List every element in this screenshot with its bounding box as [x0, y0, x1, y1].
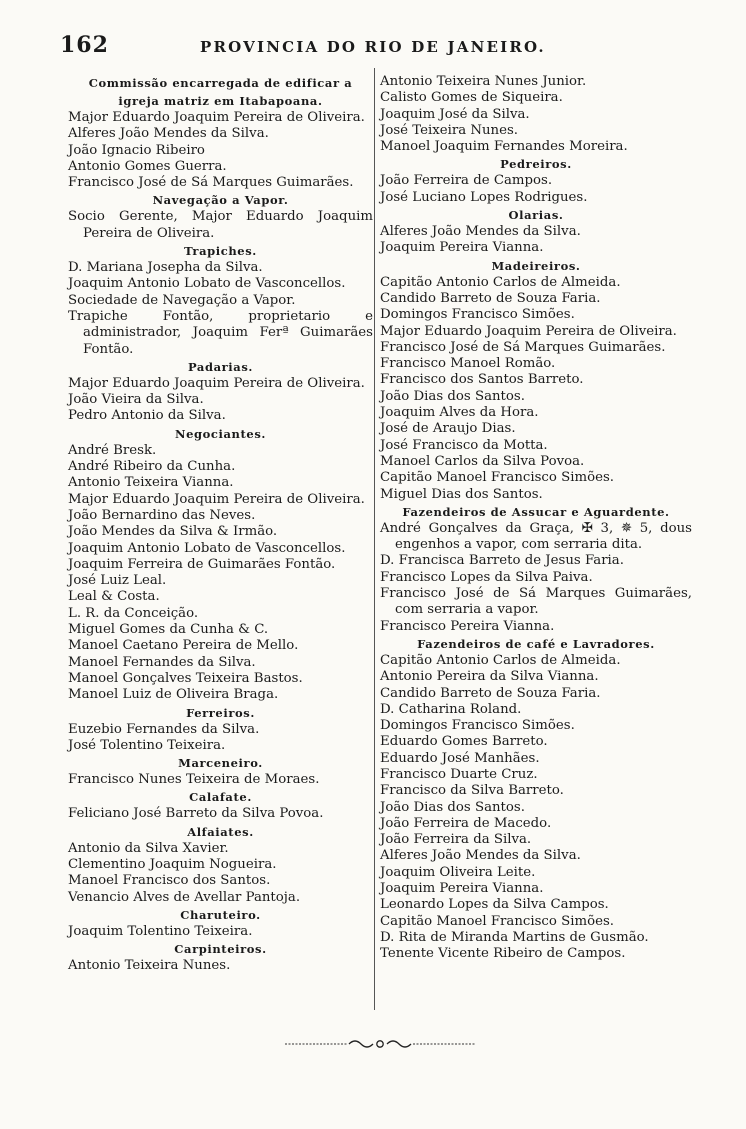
directory-entry: Alferes João Mendes da Silva.	[68, 126, 269, 142]
directory-section	[68, 242, 373, 358]
directory-section	[68, 704, 373, 755]
directory-entry: Antonio Teixeira Nunes.	[68, 958, 231, 974]
directory-entry: Joaquim Ferreira de Guimarães Fontão.	[68, 556, 336, 572]
section-heading: Padarias.	[187, 359, 254, 374]
directory-entry: D. Catharina Roland.	[380, 701, 522, 717]
directory-entry: Joaquim Pereira Vianna.	[380, 240, 544, 256]
directory-entry: Socio Gerente, Major Eduardo Joaquim Pereira de Oliveira.	[68, 209, 373, 241]
section-heading: Alfaiates.	[187, 824, 254, 839]
directory-entry: Francisco José de Sá Marques Guimarães.	[68, 175, 354, 191]
directory-entry: José Francisco da Motta.	[380, 437, 548, 453]
directory-entry: Francisco José de Sá Marques Guimarães.	[380, 339, 666, 355]
directory-entry: Major Eduardo Joaquim Pereira de Oliveira.	[68, 491, 365, 507]
directory-entry: José Teixeira Nunes.	[380, 122, 519, 138]
directory-entry: Clementino Joaquim Nogueira.	[68, 856, 277, 872]
directory-section	[68, 906, 373, 940]
section-heading: Fazendeiros de Assucar e Aguardente.	[402, 504, 670, 519]
directory-entry: Major Eduardo Joaquim Pereira de Oliveira.	[380, 323, 677, 339]
directory-entry: Antonio Teixeira Vianna.	[68, 475, 234, 491]
directory-section	[68, 823, 373, 906]
directory-section	[380, 257, 692, 503]
section-heading: Negociantes.	[174, 426, 267, 441]
directory-section	[68, 358, 373, 425]
directory-entry: José Tolentino Teixeira.	[68, 737, 226, 753]
directory-entry: João Ferreira de Campos.	[380, 173, 553, 189]
directory-section	[68, 74, 373, 191]
directory-entry: Alferes João Mendes da Silva.	[380, 224, 581, 240]
directory-entry: João Dias dos Santos.	[380, 799, 525, 815]
directory-entry: Domingos Francisco Simões.	[380, 307, 575, 323]
section-heading: Charuteiro.	[180, 907, 261, 922]
directory-section	[68, 425, 373, 704]
directory-entry: Domingos Francisco Simões.	[380, 718, 575, 734]
directory-entry: Major Eduardo Joaquim Pereira de Oliveira.	[68, 375, 365, 391]
directory-entry: Eduardo Gomes Barreto.	[380, 734, 548, 750]
directory-entry: Leonardo Lopes da Silva Campos.	[380, 897, 609, 913]
section-heading: Ferreiros.	[186, 705, 255, 720]
directory-section	[380, 155, 692, 206]
directory-entry: Tenente Vicente Ribeiro de Campos.	[380, 946, 626, 962]
directory-entry: José Luciano Lopes Rodrigues.	[380, 189, 588, 205]
page-header	[60, 30, 695, 64]
directory-entry: João Bernardino das Neves.	[68, 507, 256, 523]
directory-entry: João Ignacio Ribeiro	[68, 142, 205, 158]
directory-entry: Francisco Nunes Teixeira de Moraes.	[68, 772, 320, 788]
directory-entry: Manoel Carlos da Silva Povoa.	[380, 453, 585, 469]
directory-entry: João Dias dos Santos.	[380, 388, 525, 404]
directory-entry: Manoel Gonçalves Teixeira Bastos.	[68, 670, 303, 686]
section-heading: Calafate.	[189, 790, 252, 805]
directory-entry: Trapiche Fontão, proprietario e administrador, Joaquim Ferª Guimarães Fontão.	[68, 308, 373, 357]
directory-section	[380, 503, 692, 635]
directory-entry: João Ferreira da Silva.	[380, 832, 532, 848]
directory-entry: Sociedade de Navegação a Vapor.	[68, 292, 296, 308]
directory-entry: José Luiz Leal.	[68, 573, 167, 589]
page-number: 162	[60, 32, 109, 58]
section-heading: Carpinteiros.	[174, 942, 267, 957]
directory-entry: Capitão Antonio Carlos de Almeida.	[380, 652, 621, 668]
section-heading: Olarias.	[508, 208, 564, 223]
directory-entry: Antonio Teixeira Nunes Junior.	[380, 74, 587, 89]
directory-entry: Manoel Luiz de Oliveira Braga.	[68, 687, 279, 703]
section-heading: Pedreiros.	[500, 157, 572, 172]
directory-entry: Francisco da Silva Barreto.	[380, 783, 564, 799]
directory-section	[380, 635, 692, 963]
section-heading: Navegação a Vapor.	[152, 193, 289, 208]
directory-entry: Euzebio Fernandes da Silva.	[68, 721, 260, 737]
directory-entry: Manoel Fernandes da Silva.	[68, 654, 256, 670]
directory-section	[68, 940, 373, 974]
directory-entry: Miguel Gomes da Cunha & C.	[68, 622, 269, 638]
directory-entry: Capitão Manoel Francisco Simões.	[380, 470, 615, 486]
directory-entry: Miguel Dias dos Santos.	[380, 486, 543, 502]
section-heading: Commissão encarregada de edificar a igreja matriz em Itabapoana.	[88, 76, 353, 108]
directory-entry: D. Mariana Josepha da Silva.	[68, 260, 263, 276]
running-title: PROVINCIA DO RIO DE JANEIRO.	[200, 38, 546, 56]
directory-entry: Joaquim Oliveira Leite.	[380, 864, 536, 880]
directory-entry: José de Araujo Dias.	[380, 421, 516, 437]
directory-entry: Venancio Alves de Avellar Pantoja.	[68, 889, 301, 905]
directory-entry: Joaquim Alves da Hora.	[380, 405, 539, 421]
directory-entry: Capitão Antonio Carlos de Almeida.	[380, 274, 621, 290]
directory-entry: André Bresk.	[68, 442, 157, 458]
directory-entry: Pedro Antonio da Silva.	[68, 408, 226, 424]
directory-entry: Joaquim José da Silva.	[380, 106, 530, 122]
directory-entry: Francisco Manoel Romão.	[380, 356, 556, 372]
directory-entry: André Gonçalves da Graça, ✠ 3, ✵ 5, dous engenhos a vapor, com serraria dita.	[380, 520, 692, 553]
directory-entry: Alferes João Mendes da Silva.	[380, 848, 581, 864]
directory-entry: Joaquim Tolentino Teixeira.	[68, 923, 253, 939]
directory-entry: Major Eduardo Joaquim Pereira de Oliveira.	[68, 110, 365, 125]
directory-entry: Francisco Pereira Vianna.	[380, 618, 555, 634]
directory-entry: André Ribeiro da Cunha.	[68, 459, 236, 475]
directory-entry: Francisco dos Santos Barreto.	[380, 372, 584, 388]
directory-entry: Manoel Francisco dos Santos.	[68, 873, 271, 889]
directory-entry: João Ferreira de Macedo.	[380, 815, 552, 831]
left-column	[68, 74, 373, 974]
directory-section	[68, 788, 373, 822]
directory-entry: Eduardo José Manhães.	[380, 750, 540, 766]
directory-entry: Candido Barreto de Souza Faria.	[380, 290, 601, 306]
directory-entry: Antonio Pereira da Silva Vianna.	[380, 669, 599, 685]
directory-section	[68, 754, 373, 788]
directory-entry: João Mendes da Silva & Irmão.	[68, 524, 278, 540]
directory-entry: Antonio da Silva Xavier.	[68, 840, 229, 856]
directory-entry: Manoel Caetano Pereira de Mello.	[68, 638, 299, 654]
section-heading: Trapiches.	[184, 244, 257, 259]
directory-entry: Antonio Gomes Guerra.	[68, 158, 227, 174]
ornament-rule-icon	[285, 1037, 475, 1051]
directory-entry: Candido Barreto de Souza Faria.	[380, 685, 601, 701]
directory-entry: João Vieira da Silva.	[68, 392, 204, 408]
directory-entry: Feliciano José Barreto da Silva Povoa.	[68, 806, 324, 822]
directory-entry: Francisco Lopes da Silva Paiva.	[380, 569, 593, 585]
directory-entry: Calisto Gomes de Siqueira.	[380, 90, 563, 106]
section-heading: Fazendeiros de café e Lavradores.	[417, 636, 655, 651]
directory-entry: D. Rita de Miranda Martins de Gusmão.	[380, 929, 649, 945]
directory-entry: Manoel Joaquim Fernandes Moreira.	[380, 139, 628, 155]
directory-entry: L. R. da Conceição.	[68, 605, 199, 621]
directory-section	[380, 206, 692, 257]
directory-entry: Joaquim Antonio Lobato de Vasconcellos.	[68, 276, 346, 292]
column-divider	[374, 68, 375, 1010]
directory-entry: Capitão Manoel Francisco Simões.	[380, 913, 615, 929]
right-column	[380, 74, 692, 963]
directory-entry: Francisco Duarte Cruz.	[380, 766, 538, 782]
directory-entry: Francisco José de Sá Marques Guimarães, com serraria a vapor.	[380, 586, 692, 618]
directory-entry: Leal & Costa.	[68, 589, 160, 605]
directory-section	[380, 74, 692, 155]
section-heading: Madeireiros.	[491, 258, 581, 273]
section-heading: Marceneiro.	[178, 756, 263, 771]
directory-entry: D. Francisca Barreto de Jesus Faria.	[380, 553, 624, 569]
directory-section	[68, 191, 373, 242]
directory-entry: Joaquim Pereira Vianna.	[380, 881, 544, 897]
directory-entry: Joaquim Antonio Lobato de Vasconcellos.	[68, 540, 346, 556]
